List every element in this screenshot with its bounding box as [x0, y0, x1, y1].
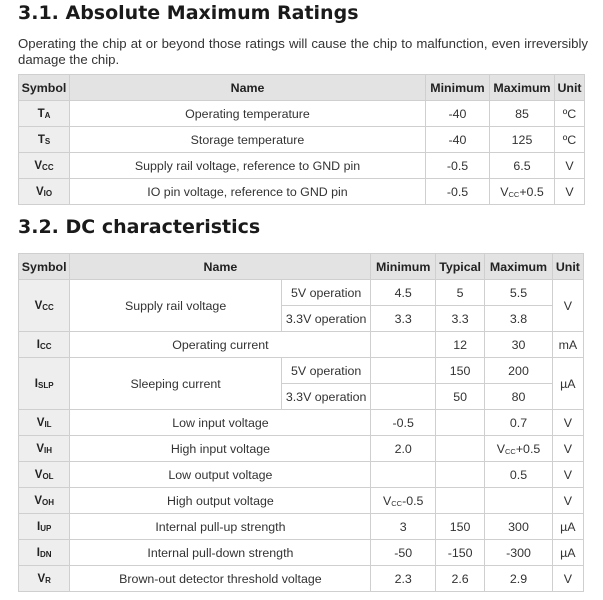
table-header-row — [19, 75, 585, 101]
table-row — [19, 566, 584, 592]
header-maximum: Maximum — [485, 254, 552, 280]
min-cell: -0.5 — [371, 410, 435, 436]
symbol-cell: $V_{IO}$ — [19, 179, 70, 205]
min-cell: 4.5 — [371, 280, 435, 306]
name-cell: Supply rail voltage — [70, 280, 281, 332]
header-unit: Unit — [552, 254, 583, 280]
table-row — [19, 153, 585, 179]
unit-cell: µA — [552, 540, 583, 566]
table-row — [19, 358, 584, 384]
table-row — [19, 127, 585, 153]
name-cell: Sleeping current — [70, 358, 281, 410]
symbol-cell: $I_{SLP}$ — [19, 358, 70, 410]
header-typical: Typical — [435, 254, 484, 280]
unit-cell: V — [552, 462, 583, 488]
symbol-cell: $I_{CC}$ — [19, 332, 70, 358]
unit-cell: mA — [552, 332, 583, 358]
symbol-cell: $V_{OH}$ — [19, 488, 70, 514]
header-maximum: Maximum — [490, 75, 555, 101]
header-name: Name — [70, 254, 371, 280]
max-cell — [485, 488, 552, 514]
dc-characteristics-table — [18, 253, 584, 592]
header-symbol: Symbol — [19, 254, 70, 280]
header-minimum: Minimum — [426, 75, 490, 101]
max-cell: VCC+0.5 — [490, 179, 555, 205]
typ-cell — [435, 436, 484, 462]
symbol-cell: $V_{CC}$ — [19, 280, 70, 332]
unit-cell: V — [552, 410, 583, 436]
table-header-row — [19, 254, 584, 280]
name-cell: Brown-out detector threshold voltage — [70, 566, 371, 592]
min-cell: 3 — [371, 514, 435, 540]
section-title-absolute-max: 3.1. Absolute Maximum Ratings — [18, 2, 359, 24]
name-cell: Storage temperature — [70, 127, 426, 153]
min-cell: -0.5 — [426, 153, 490, 179]
max-cell: 0.7 — [485, 410, 552, 436]
name-cell: High output voltage — [70, 488, 371, 514]
name-cell: IO pin voltage, reference to GND pin — [70, 179, 426, 205]
table-row — [19, 101, 585, 127]
name-cell: Internal pull-up strength — [70, 514, 371, 540]
max-cell: 125 — [490, 127, 555, 153]
condition-cell: 5V operation — [281, 358, 371, 384]
table-row — [19, 332, 584, 358]
symbol-cell: $I_{DN}$ — [19, 540, 70, 566]
intro-paragraph: Operating the chip at or beyond those ratings will cause the chip to malfunction, even irreversibly damage the chip. — [18, 36, 588, 67]
max-cell: 5.5 — [485, 280, 552, 306]
condition-cell: 3.3V operation — [281, 306, 371, 332]
min-cell: -40 — [426, 127, 490, 153]
name-cell: Internal pull-down strength — [70, 540, 371, 566]
unit-cell: ºC — [555, 101, 585, 127]
table-row — [19, 488, 584, 514]
unit-cell: V — [552, 488, 583, 514]
symbol-cell: $V_{IH}$ — [19, 436, 70, 462]
table-row — [19, 540, 584, 566]
typ-cell — [435, 488, 484, 514]
header-symbol: Symbol — [19, 75, 70, 101]
name-cell: Operating current — [70, 332, 371, 358]
typ-cell: 2.6 — [435, 566, 484, 592]
max-cell: 2.9 — [485, 566, 552, 592]
min-cell: VCC-0.5 — [371, 488, 435, 514]
symbol-cell: $V_{CC}$ — [19, 153, 70, 179]
header-minimum: Minimum — [371, 254, 435, 280]
max-cell: 6.5 — [490, 153, 555, 179]
header-name: Name — [70, 75, 426, 101]
table-row — [19, 514, 584, 540]
unit-cell: V — [552, 280, 583, 332]
typ-cell: 12 — [435, 332, 484, 358]
typ-cell: 150 — [435, 514, 484, 540]
max-cell: 300 — [485, 514, 552, 540]
absolute-max-table — [18, 74, 585, 205]
header-unit: Unit — [555, 75, 585, 101]
max-cell: 30 — [485, 332, 552, 358]
symbol-cell: $V_{OL}$ — [19, 462, 70, 488]
typ-cell: 50 — [435, 384, 484, 410]
table-row — [19, 280, 584, 306]
name-cell: Operating temperature — [70, 101, 426, 127]
min-cell — [371, 462, 435, 488]
unit-cell: V — [552, 566, 583, 592]
table-row — [19, 410, 584, 436]
unit-cell: V — [555, 179, 585, 205]
max-cell: 85 — [490, 101, 555, 127]
unit-cell: µA — [552, 358, 583, 410]
typ-cell: 5 — [435, 280, 484, 306]
symbol-cell: $I_{UP}$ — [19, 514, 70, 540]
min-cell: -40 — [426, 101, 490, 127]
min-cell — [371, 384, 435, 410]
typ-cell: -150 — [435, 540, 484, 566]
condition-cell: 3.3V operation — [281, 384, 371, 410]
typ-cell — [435, 410, 484, 436]
max-cell: VCC+0.5 — [485, 436, 552, 462]
name-cell: Low output voltage — [70, 462, 371, 488]
unit-cell: µA — [552, 514, 583, 540]
symbol-cell: $V_R$ — [19, 566, 70, 592]
unit-cell: V — [555, 153, 585, 179]
name-cell: Supply rail voltage, reference to GND pin — [70, 153, 426, 179]
max-cell: 3.8 — [485, 306, 552, 332]
min-cell: -50 — [371, 540, 435, 566]
unit-cell: V — [552, 436, 583, 462]
symbol-cell: $T_A$ — [19, 101, 70, 127]
typ-cell: 3.3 — [435, 306, 484, 332]
min-cell: 2.0 — [371, 436, 435, 462]
symbol-cell: $T_S$ — [19, 127, 70, 153]
min-cell — [371, 332, 435, 358]
typ-cell — [435, 462, 484, 488]
condition-cell: 5V operation — [281, 280, 371, 306]
symbol-cell: $V_{IL}$ — [19, 410, 70, 436]
table-row — [19, 179, 585, 205]
min-cell — [371, 358, 435, 384]
name-cell: Low input voltage — [70, 410, 371, 436]
min-cell: 3.3 — [371, 306, 435, 332]
table-row — [19, 462, 584, 488]
max-cell: 200 — [485, 358, 552, 384]
max-cell: 80 — [485, 384, 552, 410]
max-cell: 0.5 — [485, 462, 552, 488]
max-cell: -300 — [485, 540, 552, 566]
name-cell: High input voltage — [70, 436, 371, 462]
min-cell: 2.3 — [371, 566, 435, 592]
unit-cell: ºC — [555, 127, 585, 153]
section-title-dc-characteristics: 3.2. DC characteristics — [18, 216, 261, 238]
table-row — [19, 436, 584, 462]
typ-cell: 150 — [435, 358, 484, 384]
min-cell: -0.5 — [426, 179, 490, 205]
